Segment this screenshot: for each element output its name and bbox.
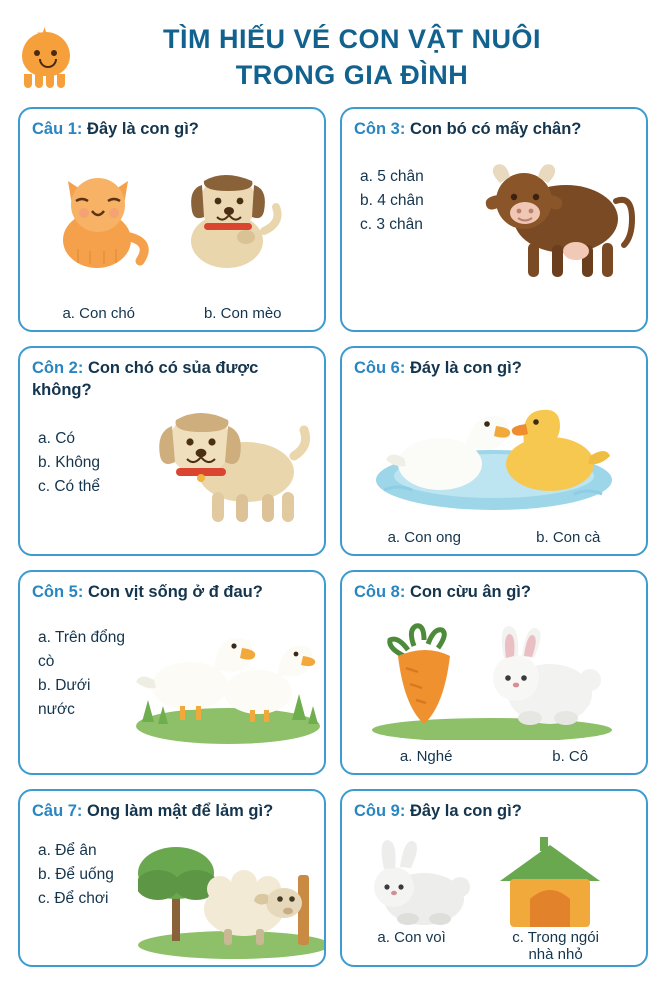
carrot-icon — [390, 625, 450, 723]
answer-option[interactable]: a. Trên đổng cò — [38, 628, 126, 670]
answer-option[interactable]: a. Con chó — [62, 305, 136, 323]
answer-option[interactable]: c. Để chơi — [38, 889, 109, 907]
question-number: Côu 6: — [354, 359, 406, 378]
question-number: Côu 9: — [354, 802, 406, 821]
answer-option[interactable]: b. 4 chân — [360, 191, 424, 209]
question-text — [32, 801, 312, 822]
answer-option[interactable]: a. Để ân — [38, 841, 97, 859]
rabbit-icon — [493, 626, 601, 725]
question-prompt: Đây la con gì? — [409, 802, 522, 821]
question-card[interactable] — [340, 789, 648, 967]
answer-row[interactable] — [28, 305, 316, 322]
question-number: Côn 3: — [354, 120, 406, 139]
answer-option[interactable]: a. Có — [38, 430, 76, 448]
answer-option[interactable]: b. Con cà — [536, 529, 601, 547]
question-art — [354, 622, 634, 740]
cat-and-dog-icon — [32, 145, 302, 275]
cat-icon — [63, 178, 144, 268]
two-geese-icon — [132, 614, 322, 746]
answer-row[interactable] — [350, 929, 638, 963]
question-card[interactable] — [340, 346, 648, 556]
title-line-1: TÌM HIẾU VÉ CON VẬT NUÔI — [162, 24, 542, 54]
question-card[interactable] — [340, 570, 648, 775]
answer-option[interactable]: b. Để uống — [38, 865, 114, 883]
question-prompt: Con cừu ân gì? — [409, 583, 531, 602]
question-text — [32, 582, 312, 603]
title-line-2: TRONG GIA ĐÌNH — [235, 59, 469, 90]
question-card[interactable] — [340, 107, 648, 332]
question-text — [32, 358, 312, 401]
dog-icon — [191, 175, 278, 268]
answer-row[interactable] — [350, 529, 638, 546]
sheep-and-tree-icon — [138, 833, 326, 961]
page-header — [0, 0, 666, 99]
question-prompt: Con vịt sống ở đ đau? — [87, 583, 263, 602]
question-card[interactable] — [18, 346, 326, 556]
cow-icon — [484, 161, 644, 286]
answer-row[interactable] — [350, 748, 638, 765]
question-prompt: Ong làm mật để lảm gì? — [87, 802, 274, 821]
question-text — [354, 801, 634, 822]
rabbit-and-doghouse-icon — [354, 833, 630, 937]
question-prompt: Con bó có mấy chân? — [409, 120, 582, 139]
doghouse-icon — [500, 837, 600, 927]
answer-option[interactable]: a. Nghé — [399, 748, 453, 766]
answer-option[interactable]: c. 3 chân — [360, 215, 423, 233]
question-text — [354, 358, 634, 379]
question-text — [32, 119, 312, 140]
answer-option[interactable]: b. Dưới nước — [38, 676, 91, 718]
answer-option[interactable]: a. Con voì — [377, 929, 446, 947]
question-card[interactable] — [18, 570, 326, 775]
octopus-mascot-icon — [18, 26, 74, 90]
question-prompt: Đáy là con gì? — [409, 359, 522, 378]
question-art — [354, 396, 634, 516]
carrot-and-rabbit-icon — [354, 622, 630, 740]
question-number: Côn 5: — [32, 583, 84, 602]
page-title — [84, 22, 646, 93]
question-grid — [0, 99, 666, 967]
answer-option[interactable]: c. Có thể — [38, 478, 101, 496]
answer-option[interactable]: a. Con ong — [387, 529, 461, 547]
question-prompt: Đây là con gì? — [87, 120, 199, 139]
question-art — [354, 833, 634, 937]
question-text — [354, 582, 634, 603]
answer-option[interactable]: b. Không — [38, 454, 101, 472]
answer-option[interactable]: c. Trong ngói nhà nhỏ — [512, 929, 599, 964]
question-card[interactable] — [18, 789, 326, 967]
answer-option[interactable]: b. Con mèo — [203, 305, 282, 323]
question-prompt: Con chó có sủa được không? — [32, 359, 259, 399]
rabbit-icon — [374, 840, 470, 925]
ducks-in-water-icon — [354, 396, 630, 516]
dog-icon — [154, 400, 324, 530]
tree-icon — [138, 847, 218, 941]
answer-option[interactable]: b. Cô — [552, 748, 589, 766]
question-number: Côn 2: — [32, 359, 84, 378]
question-number: Câu 7: — [32, 802, 83, 821]
question-card[interactable] — [18, 107, 326, 332]
question-art — [32, 145, 312, 275]
question-number: Câu 1: — [32, 120, 83, 139]
question-number: Côu 8: — [354, 583, 406, 602]
question-text — [354, 119, 634, 140]
answer-option[interactable]: a. 5 chân — [360, 167, 424, 185]
